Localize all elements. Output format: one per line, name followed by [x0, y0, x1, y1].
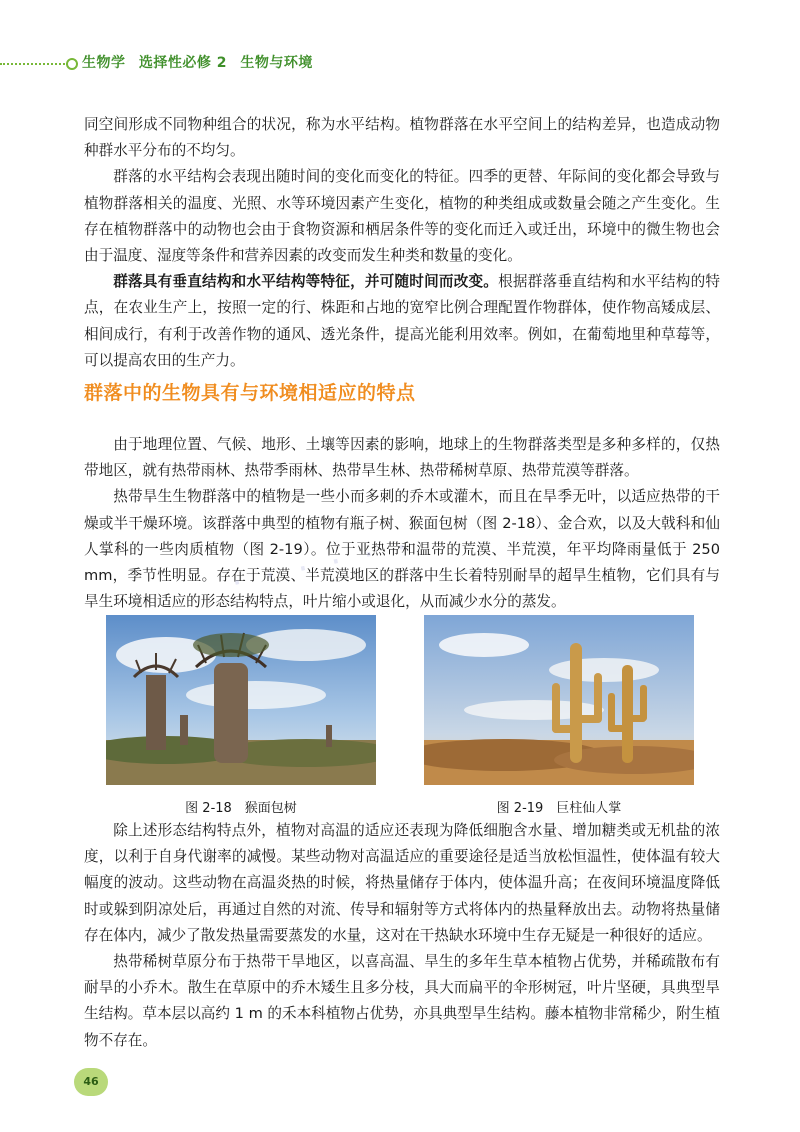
header-dotted-rule — [0, 63, 68, 65]
figure-2-18 — [106, 615, 376, 816]
paragraph: 由于地理位置、气候、地形、土壤等因素的影响，地球上的生物群落类型是多种多样的，仅热带地区，就有热带雨林、热带季雨林、热带旱生林、热带稀树草原、热带荒漠等群落。 — [84, 436, 720, 480]
paragraph: 除上述形态结构特点外，植物对高温的适应还表现为降低细胞含水量、增加糖类或无机盐的浓度，以利于自身代谢率的减慢。某些动物对高温适应的重要途径是适当放松恒温性，使体温有较大幅度的波动。这些动物在高温炎热的时候，将热量储存于体内，使体温升高；在夜间环境温度降低时或躲到阴凉处后，再通过自然的对流、传导和辐射等方式将体内的热量释放出去。动物将热量储存在体内，减少了散发热量需要蒸发的水量，这对在干热缺水环境中生存无疑是一种很好的适应。 — [84, 822, 720, 944]
header-subject: 生物学 — [82, 55, 126, 71]
header-text — [82, 52, 321, 72]
figure-2-19 — [424, 615, 694, 816]
paragraph: 同空间形成不同物种组合的状况，称为水平结构。植物群落在水平空间上的结构差异，也造成动物种群水平分布的不均匀。 — [84, 116, 720, 160]
running-header — [0, 40, 800, 84]
header-chapter: 生物与环境 — [240, 55, 313, 71]
page-number: 46 — [74, 1068, 108, 1096]
paragraph-key-point — [84, 269, 720, 374]
figure-caption: 图 2-18 猴面包树 — [185, 801, 297, 816]
paragraph: 热带旱生生物群落中的植物是一些小而多刺的乔木或灌木，而且在旱季无叶，以适应热带的干燥或半干燥环境。该群落中典型的植物有瓶子树、猴面包树（图 2-18）、金合欢，以及大戟科和仙人掌科的一些肉质植物（图 2-19）。位于亚热带和温带的荒漠、半荒漠，年平均降雨量低于 250 mm，季节性明显。存在于荒漠、半荒漠地区的群落中生长着特别耐旱的超旱生植物，它们具有与旱生环境相适应的形态结构特点，叶片缩小或退化，从而减少水分的蒸发。 — [84, 488, 720, 611]
text-block-middle — [84, 432, 720, 615]
header-book: 选择性必修 2 — [138, 55, 227, 71]
header-circle-icon — [66, 58, 78, 70]
key-point-rest: 根据群落垂直结构和水平结构的特点，在农业生产上，按照一定的行、株距和占地的宽窄比例合理配置作物群体，使作物高矮成层、相间成行，有利于改善作物的通风、透光条件，提高光能利用效率。例如，在葡萄地里种草莓等，可以提高农田的生产力。 — [84, 273, 720, 369]
baobab-photo — [106, 615, 376, 785]
key-point-bold: 群落具有垂直结构和水平结构等特征，并可随时间而改变。 — [113, 273, 499, 291]
figure-caption: 图 2-19 巨柱仙人掌 — [496, 801, 622, 816]
saguaro-photo — [424, 615, 694, 785]
text-block-top — [84, 112, 720, 374]
paragraph: 热带稀树草原分布于热带干旱地区，以喜高温、旱生的多年生草本植物占优势，并稀疏散布有耐旱的小乔木。散生在草原中的乔木矮生且多分枝，具大而扁平的伞形树冠，叶片坚硬，具典型旱生结构。草本层以高约 1 m 的禾本科植物占优势，亦具典型旱生结构。藤本植物非常稀少，附生植物不存在。 — [84, 953, 720, 1049]
paragraph: 群落的水平结构会表现出随时间的变化而变化的特征。四季的更替、年际间的变化都会导致与植物群落相关的温度、光照、水等环境因素产生变化，植物的种类组成或数量会随之产生变化。生存在植物群落中的动物也会由于食物资源和栖居条件等的变化而迁入或迁出，环境中的微生物也会由于温度、湿度等条件和营养因素的改变而发生种类和数量的变化。 — [84, 168, 720, 265]
watermark: · · · · · · — [227, 526, 418, 604]
text-block-bottom — [84, 818, 720, 1054]
section-title: 群落中的生物具有与环境相适应的特点 — [84, 382, 416, 404]
